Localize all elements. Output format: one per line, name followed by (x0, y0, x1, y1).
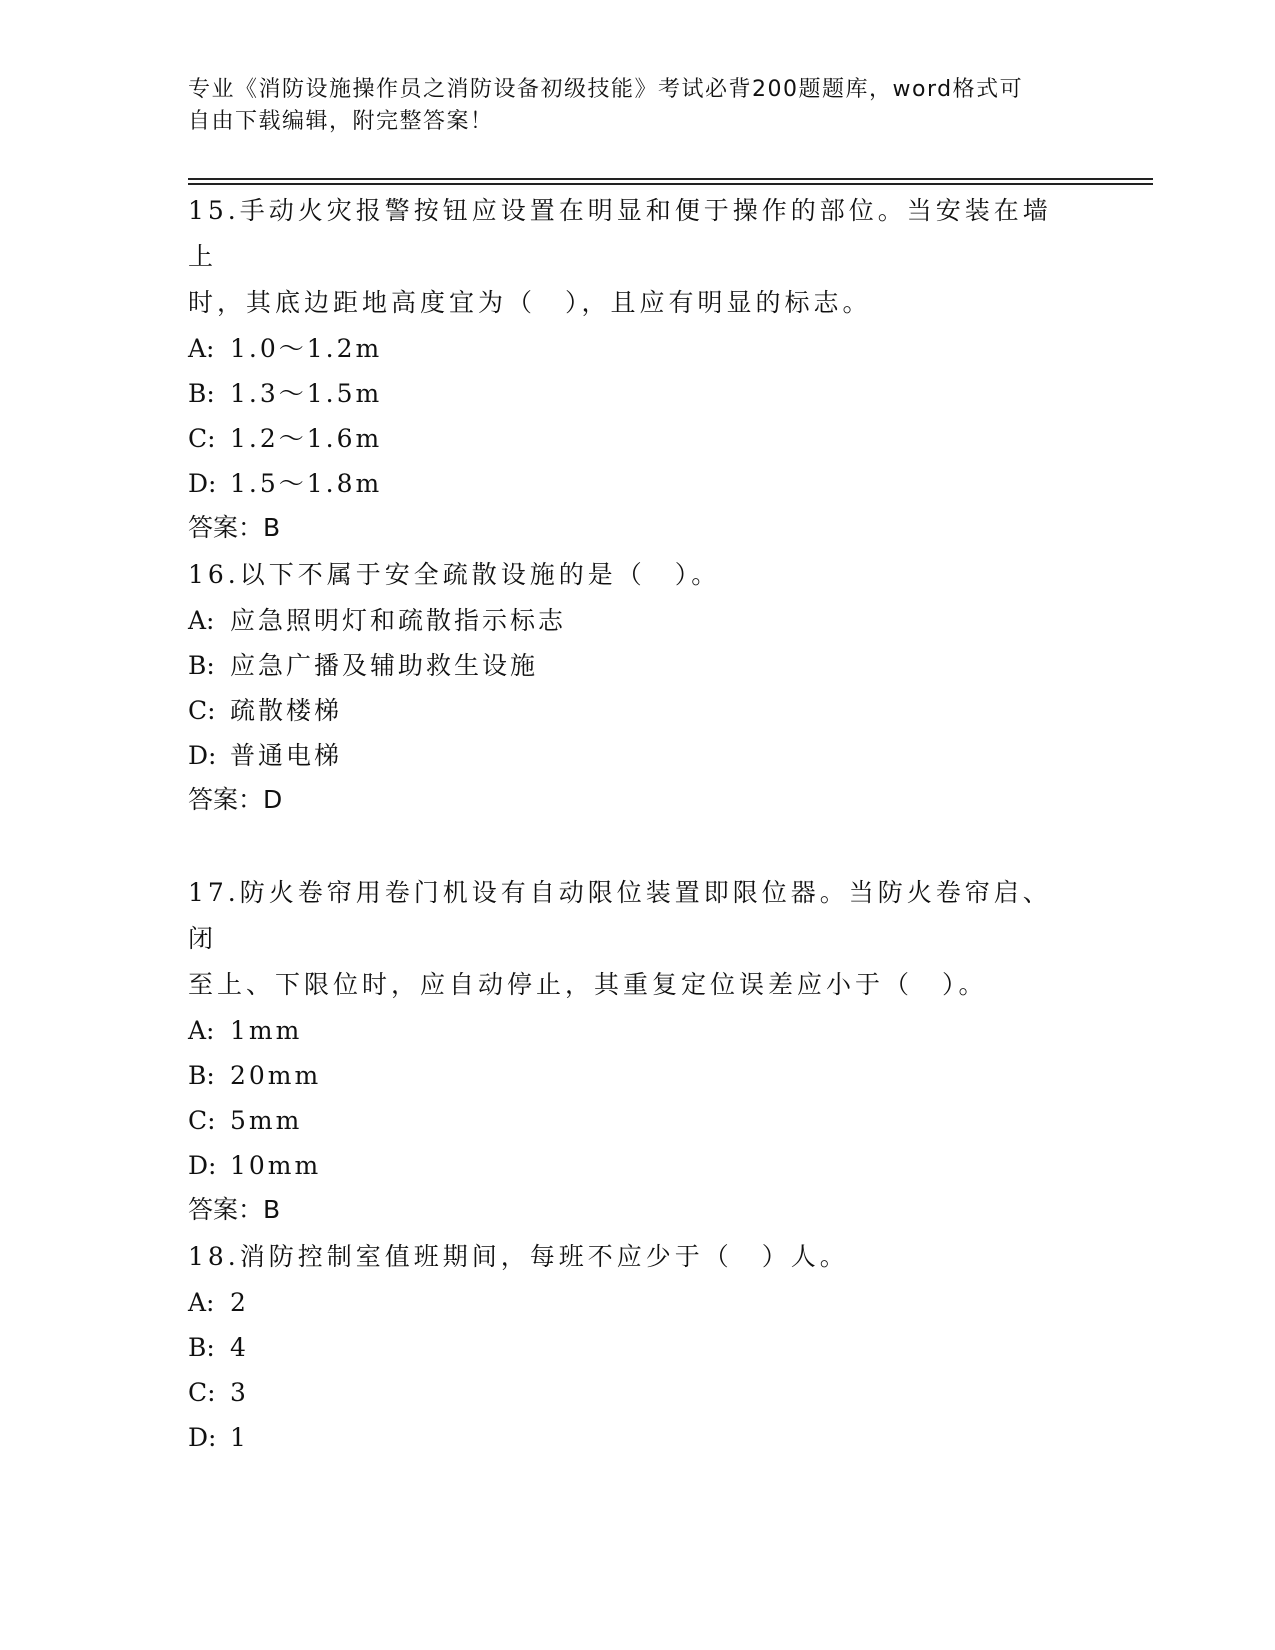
option-text: 4 (230, 1333, 249, 1362)
option-b (188, 371, 1078, 416)
option-d (188, 1143, 1078, 1188)
question-stem-line: 15.手动火灾报警按钮应设置在明显和便于操作的部位。当安装在墙上 (188, 196, 1052, 271)
option-a (188, 1008, 1078, 1053)
option-key: D: (188, 469, 217, 498)
answer-line: 答案：D (188, 785, 283, 814)
option-key: C: (188, 1378, 216, 1407)
option-key: B: (188, 1061, 215, 1090)
option-key: C: (188, 1106, 216, 1135)
option-text: 1 (230, 1423, 249, 1452)
option-text: 应急广播及辅助救生设施 (230, 651, 539, 680)
option-key: C: (188, 424, 216, 453)
question-stem-line: 17.防火卷帘用卷门机设有自动限位装置即限位器。当防火卷帘启、闭 (188, 878, 1052, 953)
header-divider-bottom (188, 183, 1153, 185)
option-text: 1.2～1.6m (230, 424, 383, 453)
document-header (188, 74, 1068, 138)
option-a (188, 326, 1078, 371)
option-text: 20mm (230, 1061, 322, 1090)
option-text: 3 (230, 1378, 249, 1407)
option-key: C: (188, 696, 216, 725)
option-key: D: (188, 1423, 217, 1452)
option-key: B: (188, 651, 215, 680)
option-text: 10mm (230, 1151, 322, 1180)
question-stem-line: 时，其底边距地高度宜为（ ），且应有明显的标志。 (188, 288, 872, 317)
option-key: B: (188, 1333, 215, 1362)
question-stem-line: 16.以下不属于安全疏散设施的是（ ）。 (188, 560, 721, 589)
option-text: 应急照明灯和疏散指示标志 (230, 606, 567, 635)
header-line-2: 自由下载编辑，附完整答案！ (188, 109, 494, 134)
answer-line: 答案：B (188, 513, 281, 542)
option-b (188, 1325, 1078, 1370)
option-b (188, 643, 1078, 688)
option-text: 1.0～1.2m (230, 334, 383, 363)
option-b (188, 1053, 1078, 1098)
question-15 (188, 188, 1078, 550)
option-text: 普通电梯 (230, 741, 343, 770)
option-text: 5mm (230, 1106, 303, 1135)
question-stem-line: 18.消防控制室值班期间，每班不应少于（ ）人。 (188, 1242, 849, 1271)
option-key: A: (188, 334, 215, 363)
option-key: D: (188, 741, 217, 770)
option-key: B: (188, 379, 215, 408)
question-18 (188, 1234, 1078, 1460)
option-key: A: (188, 1016, 215, 1045)
option-a (188, 598, 1078, 643)
question-stem-line: 至上、下限位时，应自动停止，其重复定位误差应小于（ ）。 (188, 970, 988, 999)
option-c (188, 1370, 1078, 1415)
question-16 (188, 552, 1078, 822)
option-key: A: (188, 606, 215, 635)
option-c (188, 416, 1078, 461)
header-divider-top (188, 178, 1153, 180)
question-17 (188, 870, 1078, 1232)
option-text: 疏散楼梯 (230, 696, 343, 725)
option-text: 1.5～1.8m (230, 469, 383, 498)
option-text: 1.3～1.5m (230, 379, 383, 408)
option-c (188, 1098, 1078, 1143)
option-d (188, 461, 1078, 506)
option-text: 1mm (230, 1016, 303, 1045)
option-key: A: (188, 1288, 215, 1317)
option-key: D: (188, 1151, 217, 1180)
option-a (188, 1280, 1078, 1325)
option-c (188, 688, 1078, 733)
option-d (188, 733, 1078, 778)
option-text: 2 (230, 1288, 249, 1317)
answer-line: 答案：B (188, 1195, 281, 1224)
option-d (188, 1415, 1078, 1460)
header-line-1: 专业《消防设施操作员之消防设备初级技能》考试必背200题题库，word格式可 (188, 77, 1024, 102)
